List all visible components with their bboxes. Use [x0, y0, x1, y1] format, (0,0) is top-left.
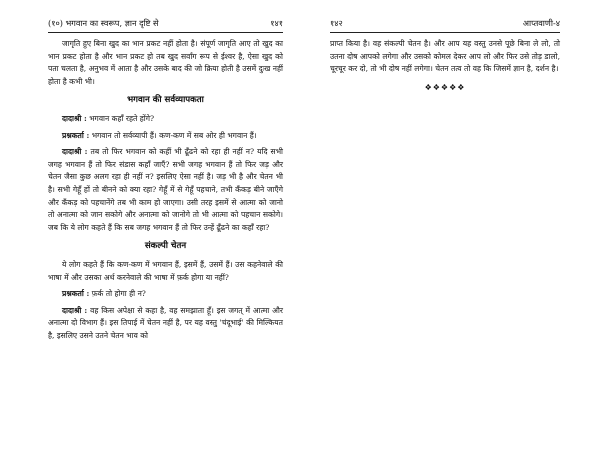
right-page-body [330, 38, 560, 94]
speaker-dadashri: दादाश्री : [62, 113, 87, 123]
dialogue-text: फ़र्क तो होगा ही न? [91, 289, 146, 299]
dialogue-text: भगवान तो सर्वव्यापी हैं। कण-कण में सब ओर ही भगवान हैं। [91, 130, 257, 140]
dialogue-a2 [48, 288, 283, 301]
dialogue-text: भगवान कहाँ रहते होंगे? [89, 113, 155, 123]
right-header-title: आप्तवाणी-४ [522, 18, 560, 28]
intro-paragraph: जागृति हुए बिना खुद का भान प्रकट नहीं होता है। संपूर्ण जागृति आए तो खुद का भान प्रकट होता है और भान प्रकट हो तब खुद सर्वांग रूप से ईश्वर है, ऐसा खुद को पता चलता है, अनुभव में आता है और उसके बाद की जो क्रिया होती है उसमें दुःख नहीं होता है कभी भी। [48, 39, 283, 86]
dialogue-a1 [48, 130, 283, 143]
dialogue-q3 [48, 305, 283, 343]
left-page-number: १४१ [270, 18, 283, 28]
right-page-number: १४२ [330, 18, 343, 28]
dialogue-q2 [48, 146, 283, 234]
speaker-dadashri: दादाश्री : [62, 305, 88, 315]
right-paragraph-1: प्राप्त किया है। वह संकल्पी चेतन है। और आप यह वस्तु उनसे पूछे बिना ले लो, तो उतना दोष आपको लगेगा और उसको कोमल देकर आप लो और फिर उसे तोड़ डालो, चूरचूर कर दो, तो भी दोष नहीं लगेगा। चेतन तत्व तो वह कि जिसमें ज्ञान है, दर्शन है। [330, 39, 560, 74]
dialogue-q1 [48, 113, 283, 126]
dialogue-text: तब तो फिर भगवान को कहीं भी ढूँढने को रहा ही नहीं न? यदि सभी जगह भगवान हैं तो फिर संडास कहाँ जाएँ? सभी जगह भगवान हैं तो फिर जड़ और चेतन जैसा कुछ अलग रहा ही नहीं न? इसलिए ऐसा नहीं है। जड़ भी है और चेतन भी है। सभी गेहूँ हों तो बीनने को क्या रहा? गेहूँ में से गेहूँ पहचाने, तभी कँकड़ बीने जाएँगे और कँकड़ को पहचानेंगे तब भी काम हो जाएगा। उसी तरह इसमें से आत्मा को जानो तो अनात्मा को जान सकोगे और अनात्मा को जानोगे तो भी आत्मा को पहचान सकोगे। जब कि ये लोग कहते हैं कि सब जगह भगवान हैं तो फिर उन्हें ढूँढने का कहाँ रहा? [48, 147, 283, 232]
section-end-ornament: ❖❖❖❖❖ [424, 82, 466, 92]
section-title-sankalpi-chetan: संकल्पी चेतन [144, 241, 187, 252]
section-title-omnipresence: भगवान की सर्वव्यापकता [127, 95, 204, 106]
speaker-questioner: प्रश्नकर्ता : [62, 130, 90, 140]
left-header-rule [48, 32, 283, 33]
left-header-title: (१०) भगवान का स्वरूप, ज्ञान दृष्टि से [48, 18, 159, 28]
speaker-dadashri: दादाश्री : [62, 147, 88, 157]
dialogue-text: वह किस अपेक्षा से कहा है, वह समझाता हूँ। इस जगत् में आत्मा और अनात्मा दो विभाग हैं। इस तिपाई में चेतन नहीं है, पर यह वस्तु 'चंदूभाई' की मिल्कियत है, इसलिए उसने उतने चेतन भाव को [48, 305, 284, 340]
right-page-header [330, 18, 560, 28]
paragraph-2: ये लोग कहते हैं कि कण-कण में भगवान हैं, इसमें हैं, उसमें हैं। उस कहनेवाले की भाषा में और उसका अर्थ करनेवाले की भाषा में फ़र्क होगा या नहीं? [48, 259, 283, 282]
left-page-header [48, 18, 283, 28]
right-header-rule [330, 32, 560, 33]
speaker-questioner: प्रश्नकर्ता : [62, 289, 90, 299]
right-page [300, 0, 600, 463]
left-page-body [48, 38, 283, 346]
